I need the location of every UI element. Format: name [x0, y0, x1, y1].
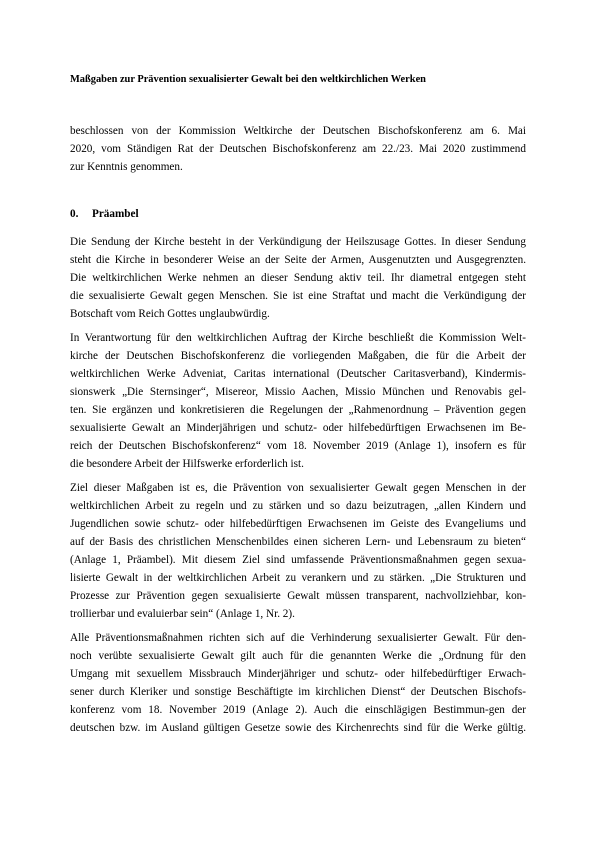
section-heading — [70, 208, 139, 220]
paragraph-line: weltkirchlichen Werke Adveniat, Caritas international (Deutscher Caritasverband), Kindermis- — [70, 368, 526, 380]
paragraph-line: Umgang mit sexuellem Missbrauch Minderjähriger und schutz- oder hilfebedürftiger Erwach- — [70, 668, 526, 680]
paragraph-line: noch verübte sexualisierte Gewalt gilt auch für die genannten Werke die „Ordnung für den — [70, 650, 526, 662]
intro-line: zur Kenntnis genommen. — [70, 161, 183, 173]
document-title: Maßgaben zur Prävention sexualisierter Gewalt bei den weltkirchlichen Werken — [70, 74, 426, 85]
paragraph-line: Botschaft vom Reich Gottes unglaubwürdig. — [70, 308, 270, 320]
paragraph-line: kirche der Deutschen Bischofskonferenz die vorliegenden Maßgaben, die für die Arbeit der — [70, 350, 526, 362]
paragraph-line: reich der Deutschen Bischofskonferenz“ vom 18. November 2019 (Anlage 1), insofern es für — [70, 440, 526, 452]
paragraph-line: In Verantwortung für den weltkirchlichen Auftrag der Kirche beschließt die Kommission Welt- — [70, 332, 526, 344]
paragraph-line: sionswerk „Die Sternsinger“, Misereor, Missio Aachen, Missio München und Renovabis gel- — [70, 386, 526, 398]
paragraph-line: auf der Basis des christlichen Menschenbildes einen sicheren Lern- und Lebensraum zu bieten“ — [70, 536, 526, 548]
intro-line: beschlossen von der Kommission Weltkirche der Deutschen Bischofskonferenz am 6. Mai — [70, 125, 526, 137]
paragraph-line: sener durch Kleriker und sonstige Beschäftigte im kirchlichen Dienst“ der Deutschen Bischofs- — [70, 686, 526, 698]
section-number: 0. — [70, 208, 79, 220]
paragraph-line: Prozesse zur Prävention gegen sexualisierte Gewalt müssen transparent, nachvollziehbar, kon- — [70, 590, 526, 602]
paragraph-line: trollierbar und evaluierbar sein“ (Anlage 1, Nr. 2). — [70, 608, 295, 620]
paragraph-line: weltkirchlichen Arbeit zu regeln und zu stärken und so dazu beizutragen, „allen Kindern und — [70, 500, 526, 512]
paragraph-line: sexualisierte Gewalt an Minderjährigen und schutz- oder hilfebedürftigen Erwachsenen im Be- — [70, 422, 526, 434]
paragraph-line: die besondere Arbeit der Hilfswerke erforderlich ist. — [70, 458, 304, 470]
paragraph-line: ten. Sie ergänzen und konkretisieren die Regelungen der „Rahmenordnung – Prävention gegen — [70, 404, 526, 416]
paragraph-line: Die Sendung der Kirche besteht in der Verkündigung der Heilszusage Gottes. In dieser Sendung — [70, 236, 526, 248]
paragraph-line: steht die Kirche in besonderer Weise an der Seite der Armen, Ausgenutzten und Ausgegrenzten. — [70, 254, 526, 266]
paragraph-line: (Anlage 1, Präambel). Mit diesem Ziel sind umfassende Präventionsmaßnahmen gegen sexua- — [70, 554, 526, 566]
paragraph-line: lisierte Gewalt in der weltkirchlichen Arbeit zu verankern und zu stärken. „Die Strukturen und — [70, 572, 526, 584]
paragraph-line: Jugendlichen sowie schutz- oder hilfebedürftigen Erwachsenen im Geiste des Evangeliums und — [70, 518, 526, 530]
paragraph-line: die sexualisierte Gewalt gegen Menschen. Sie ist eine Straftat und macht die Verkündigung der — [70, 290, 526, 302]
paragraph-line: Alle Präventionsmaßnahmen richten sich auf die Verhinderung sexualisierter Gewalt. Für den- — [70, 632, 526, 644]
paragraph-line: Die weltkirchlichen Werke nehmen an dieser Sendung aktiv teil. Ihr diametral entgegen steht — [70, 272, 526, 284]
section-title: Präambel — [92, 208, 139, 220]
intro-line: 2020, vom Ständigen Rat der Deutschen Bischofskonferenz am 22./23. Mai 2020 zustimmend — [70, 143, 526, 155]
paragraph-line: Ziel dieser Maßgaben ist es, die Prävention von sexualisierter Gewalt gegen Menschen in der — [70, 482, 526, 494]
paragraph-line: konferenz vom 18. November 2019 (Anlage 2). Auch die einschlägigen Bestimmun-gen der — [70, 704, 526, 716]
paragraph-line: deutschen bzw. im Ausland gültigen Gesetze sowie des Kirchenrechts sind für die Werke gültig. — [70, 722, 526, 734]
